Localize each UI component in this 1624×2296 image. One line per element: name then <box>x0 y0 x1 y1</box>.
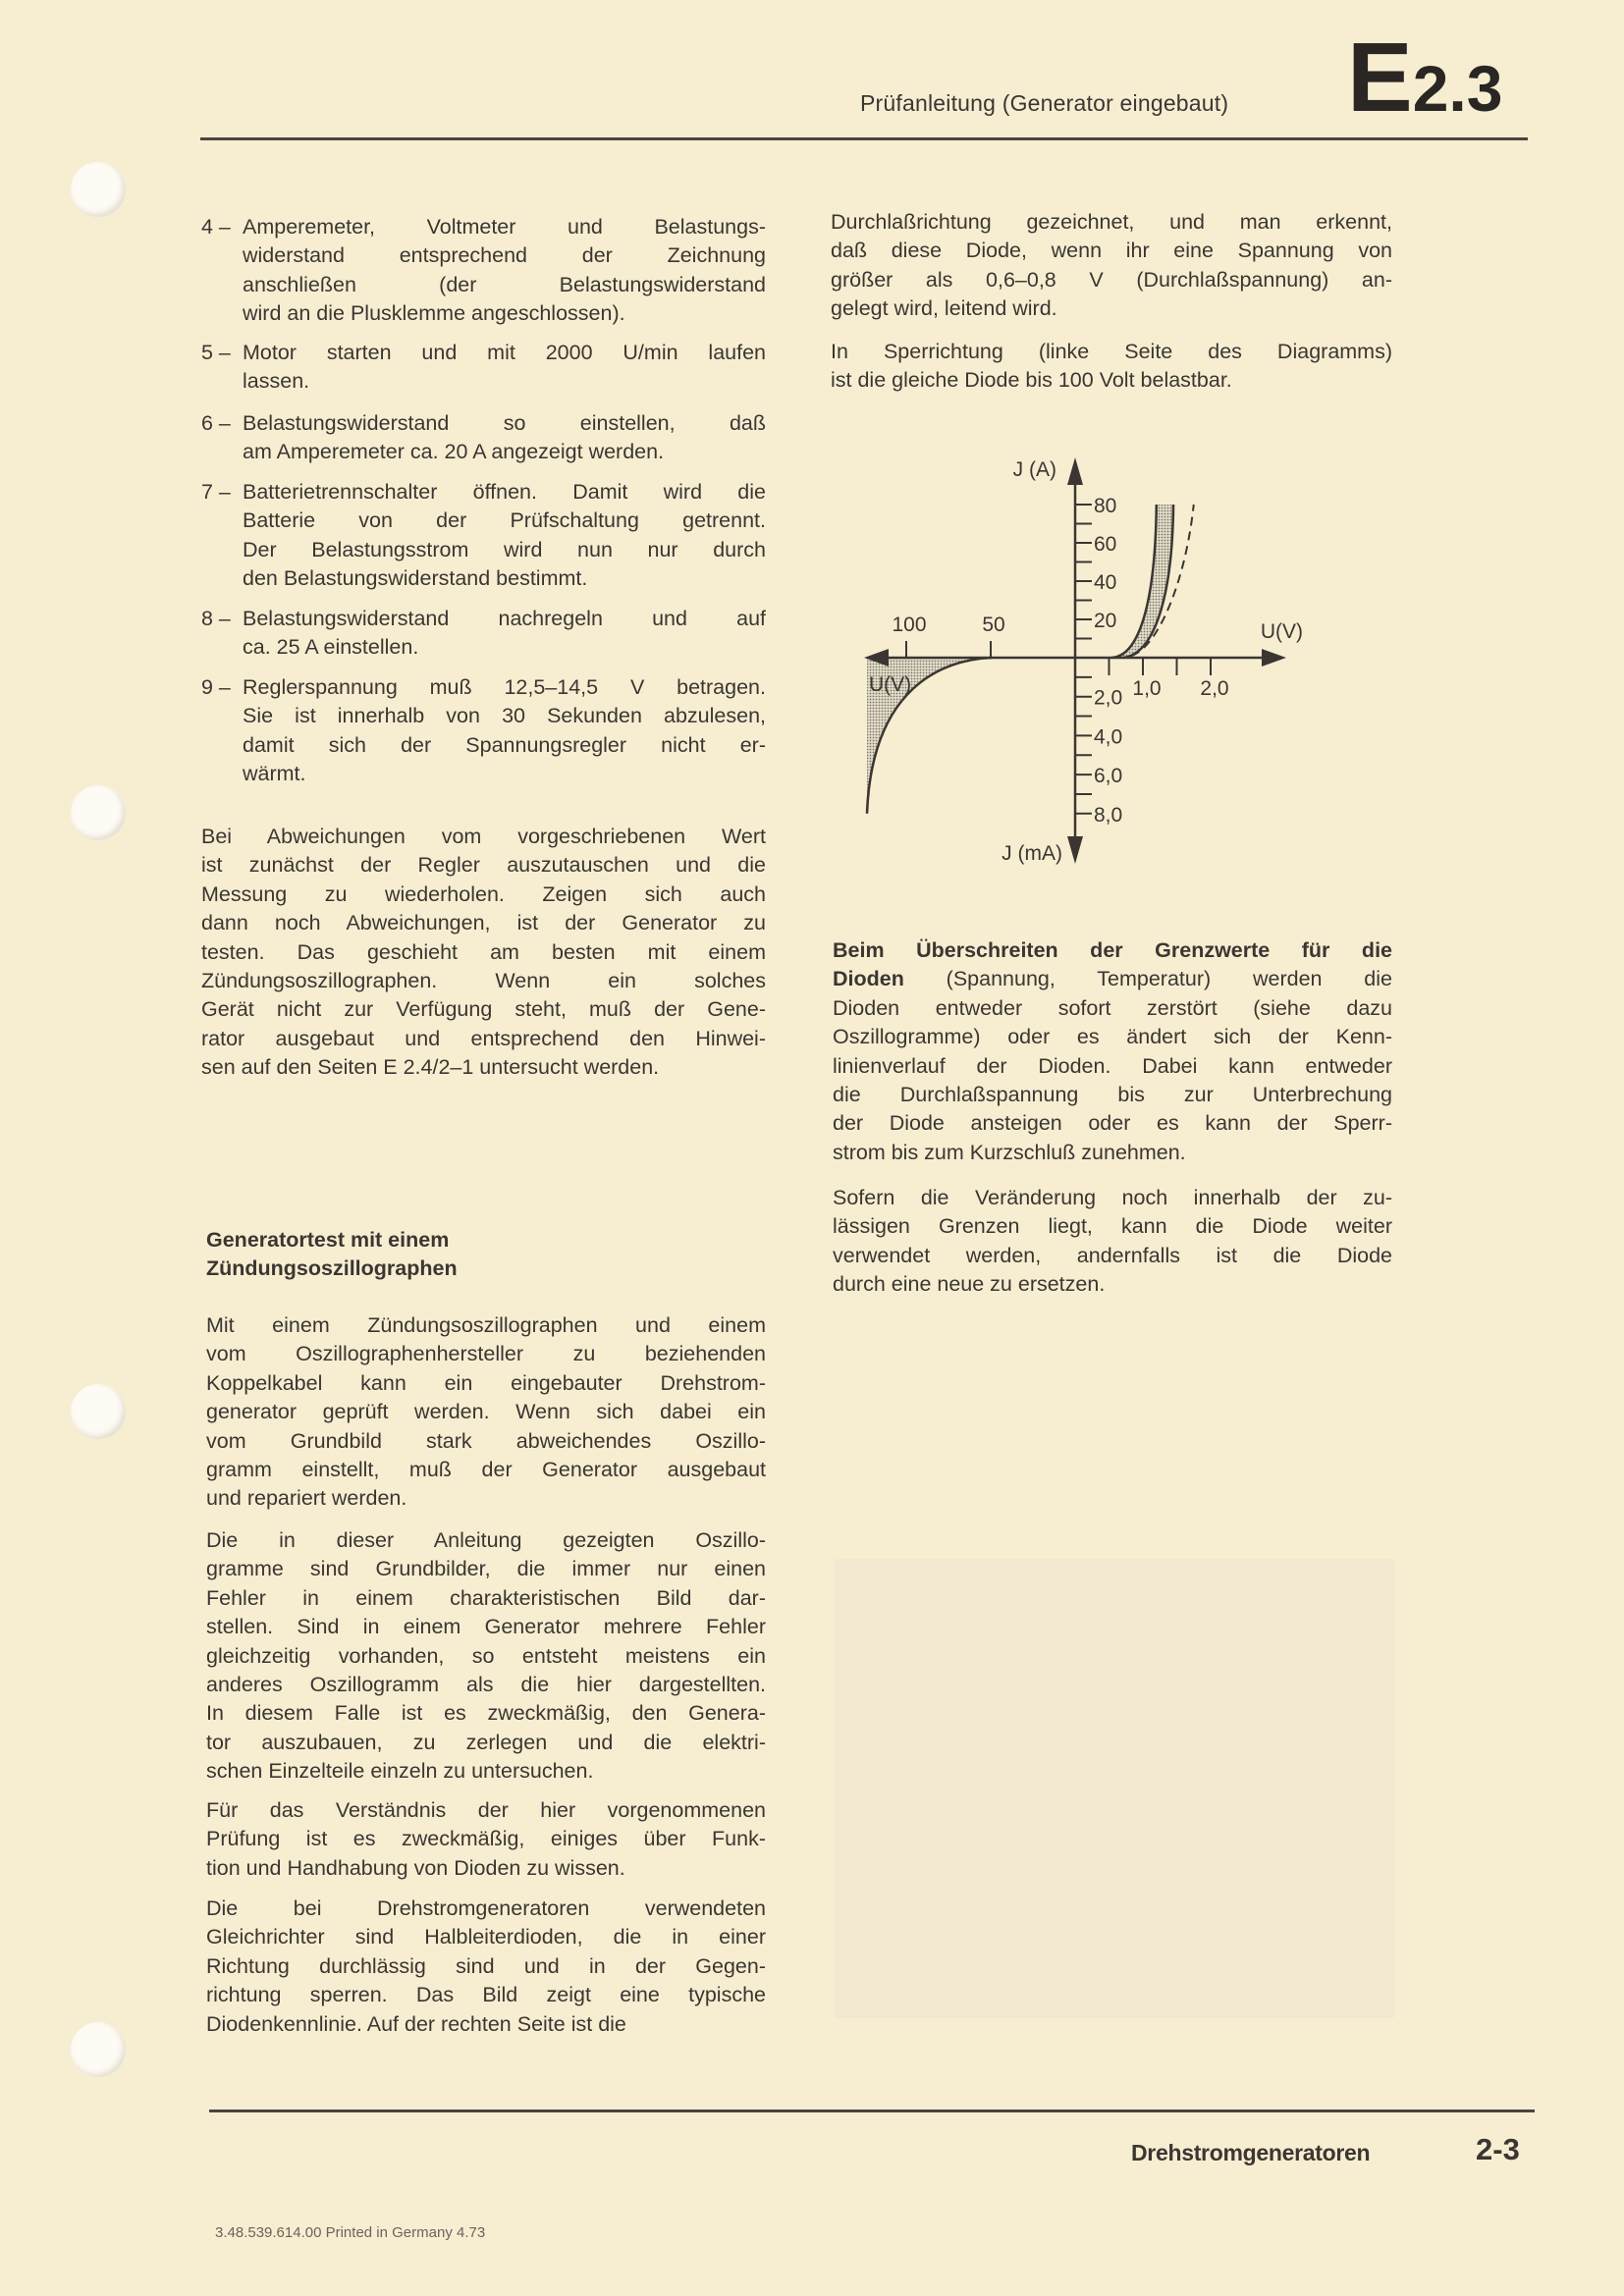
y-tick-label: 4,0 <box>1094 725 1123 749</box>
text-line: der Diode ansteigen oder es kann der Sperr- <box>833 1111 1392 1136</box>
text-line: sen auf den Seiten E 2.4/2–1 untersucht werden. <box>201 1055 660 1080</box>
text-line: ist die gleiche Diode bis 100 Volt belastbar. <box>831 368 1232 393</box>
step-number: 8 – <box>201 607 231 630</box>
text-line: Koppelkabel kann ein eingebauter Drehstrom- <box>206 1370 766 1395</box>
step-number: 7 – <box>201 480 231 504</box>
text-line: Motor starten und mit 2000 U/min laufen <box>243 341 766 364</box>
forward-band-fill <box>1111 505 1173 658</box>
page-header-title: Prüfanleitung (Generator eingebaut) <box>860 90 1229 116</box>
step-number: 4 – <box>201 215 231 239</box>
y-tick-label: 8,0 <box>1094 803 1123 827</box>
text-line: Reglerspannung muß 12,5–14,5 V betragen. <box>243 675 766 699</box>
text-line: gramm einstellt, muß der Generator ausgebaut <box>206 1457 766 1481</box>
text-line: Die bei Drehstromgeneratoren verwendeten <box>206 1896 766 1920</box>
text-line: Die in dieser Anleitung gezeigten Oszillo- <box>206 1528 766 1552</box>
y-tick-label: 2,0 <box>1094 686 1123 710</box>
text-line: stellen. Sind in einem Generator mehrere Fehler <box>206 1615 766 1639</box>
text-line: Generatortest mit einem <box>206 1228 450 1252</box>
text-line: ca. 25 A einstellen. <box>243 635 419 660</box>
y-tick-label: 6,0 <box>1094 765 1123 788</box>
text-line: damit sich der Spannungsregler nicht er- <box>243 732 766 757</box>
text-line: durch eine neue zu ersetzen. <box>833 1272 1106 1297</box>
print-info: 3.48.539.614.00 Printed in Germany 4.73 <box>215 2224 486 2241</box>
y-tick-label: 80 <box>1094 495 1117 517</box>
step-number: 9 – <box>201 675 231 699</box>
x-tick-label: 100 <box>892 614 927 636</box>
text-line: schen Einzelteile einzeln zu untersuchen. <box>206 1759 594 1784</box>
text-line: testen. Das geschieht am besten mit einem <box>201 939 766 964</box>
text-line: Batterie von der Prüfschaltung getrennt. <box>243 508 766 533</box>
text-line: Dioden entweder sofort zerstört (siehe dazu <box>833 995 1392 1020</box>
text-line: generator geprüft werden. Wenn sich dabei ein <box>206 1400 766 1424</box>
text-line: Durchlaßrichtung gezeichnet, und man erkennt, <box>831 210 1392 234</box>
text-line: die Durchlaßspannung bis zur Unterbrechung <box>833 1082 1392 1106</box>
text-line: In Sperrichtung (linke Seite des Diagramms) <box>831 340 1392 363</box>
text-line: Sie ist innerhalb von 30 Sekunden abzulesen, <box>243 704 766 728</box>
text-line: In diesem Falle ist es zweckmäßig, den Genera- <box>206 1701 766 1726</box>
section-code-number: 2.3 <box>1412 52 1503 125</box>
text-line: tor auszubauen, zu zerlegen und die elektri- <box>206 1730 766 1754</box>
text-line: Mit einem Zündungsoszillographen und einem <box>206 1313 766 1337</box>
step-number: 5 – <box>201 341 231 364</box>
y-axis-label-amp: J (A) <box>1012 458 1056 481</box>
y-tick-label: 20 <box>1094 610 1117 632</box>
x-tick-label: 1,0 <box>1132 677 1162 700</box>
text-line: Zündungsoszillographen. Wenn ein solches <box>201 968 766 992</box>
text-line: gelegt wird, leitend wird. <box>831 296 1057 321</box>
text-line: anderes Oszillogramm als die hier dargestellten. <box>206 1672 766 1696</box>
y-axis-label-milliamp: J (mA) <box>1001 842 1062 865</box>
footer-section-title: Drehstromgeneratoren <box>1131 2140 1371 2165</box>
text-line: Fehler in einem charakteristischen Bild dar- <box>206 1585 766 1610</box>
text-line: rator ausgebaut und entsprechend den Hinwei- <box>201 1026 766 1050</box>
y-axis-arrow-down <box>1067 836 1083 864</box>
text-line: ist zunächst der Regler auszutauschen und die <box>201 853 766 878</box>
footer-rule <box>209 2109 1535 2112</box>
text: (Spannung, Temperatur) werden die <box>903 967 1392 991</box>
step-number: 6 – <box>201 411 231 435</box>
text-line: Sofern die Veränderung noch innerhalb der zu- <box>833 1186 1392 1209</box>
text-line: lassen. <box>243 369 310 394</box>
text-line: Batterietrennschalter öffnen. Damit wird die <box>243 480 766 504</box>
text-line: und repariert werden. <box>206 1486 407 1511</box>
text-line: den Belastungswiderstand bestimmt. <box>243 566 588 591</box>
text-line: strom bis zum Kurzschluß zunehmen. <box>833 1140 1186 1164</box>
x-tick-label: 50 <box>982 614 1005 636</box>
text-line: Oszillogramme) oder es ändert sich der Kenn- <box>833 1025 1392 1049</box>
text-line: dann noch Abweichungen, ist der Generator zu <box>201 911 766 935</box>
text-line: am Amperemeter ca. 20 A angezeigt werden. <box>243 440 665 464</box>
text-line: lässigen Grenzen liegt, kann die Diode weiter <box>833 1214 1392 1239</box>
x-axis-arrow-right <box>1262 649 1286 667</box>
bold-text: Dioden <box>833 967 904 991</box>
text-line: verwendet werden, andernfalls ist die Diode <box>833 1243 1392 1267</box>
text-line: richtung sperren. Das Bild zeigt eine typische <box>206 1983 766 2007</box>
x-axis-label-reverse: U(V) <box>869 673 912 696</box>
text-line: gramme sind Grundbilder, die immer nur einen <box>206 1557 766 1581</box>
text-line: daß diese Diode, wenn ihr eine Spannung von <box>831 239 1392 263</box>
bold-text: Beim Überschreiten der Grenzwerte für die <box>833 938 1392 962</box>
text-line: vom Grundbild stark abweichendes Oszillo- <box>206 1428 766 1453</box>
text-line: gleichzeitig vorhanden, so entsteht meistens ein <box>206 1643 766 1668</box>
text-line: Gleichrichter sind Halbleiterdioden, die in einer <box>206 1925 766 1949</box>
text-line: tion und Handhabung von Dioden zu wissen. <box>206 1855 625 1880</box>
text-line: Der Belastungsstrom wird nun nur durch <box>243 537 766 561</box>
section-code-letter: E <box>1347 23 1413 133</box>
text-line: Prüfung ist es zweckmäßig, einiges über Funk- <box>206 1827 766 1851</box>
y-tick-label: 40 <box>1094 571 1117 594</box>
text-line: Belastungswiderstand nachregeln und auf <box>243 607 766 630</box>
text-line: wird an die Plusklemme angeschlossen). <box>243 301 625 326</box>
text-line: Für das Verständnis der hier vorgenommenen <box>206 1798 766 1822</box>
text-line: Gerät nicht zur Verfügung steht, muß der Gene- <box>201 997 766 1022</box>
text-line: Richtung durchlässig sind und in der Gegen- <box>206 1953 766 1978</box>
text-line: vom Oszillographenhersteller zu beziehenden <box>206 1342 766 1366</box>
text-line: Zündungsoszillographen <box>206 1256 458 1281</box>
text-line: anschließen (der Belastungswiderstand <box>243 272 766 296</box>
text-line: wärmt. <box>243 762 306 786</box>
text-line: größer als 0,6–0,8 V (Durchlaßspannung) an- <box>831 267 1392 292</box>
text-line: Belastungswiderstand so einstellen, daß <box>243 411 766 435</box>
text-line: widerstand entsprechend der Zeichnung <box>243 243 766 268</box>
text-line: Diodenkennlinie. Auf der rechten Seite ist die <box>206 2011 626 2036</box>
text-line: Bei Abweichungen vom vorgeschriebenen Wert <box>201 825 766 848</box>
x-axis-label-forward: U(V) <box>1260 620 1303 643</box>
page-number: 2-3 <box>1476 2132 1520 2166</box>
y-axis-arrow-up <box>1067 457 1083 485</box>
y-tick-label: 60 <box>1094 533 1117 556</box>
text-line: linienverlauf der Dioden. Dabei kann entweder <box>833 1053 1392 1078</box>
x-tick-label: 2,0 <box>1200 677 1229 700</box>
text-line: Amperemeter, Voltmeter und Belastungs- <box>243 215 766 239</box>
text-line: Messung zu wiederholen. Zeigen sich auch <box>201 881 766 906</box>
